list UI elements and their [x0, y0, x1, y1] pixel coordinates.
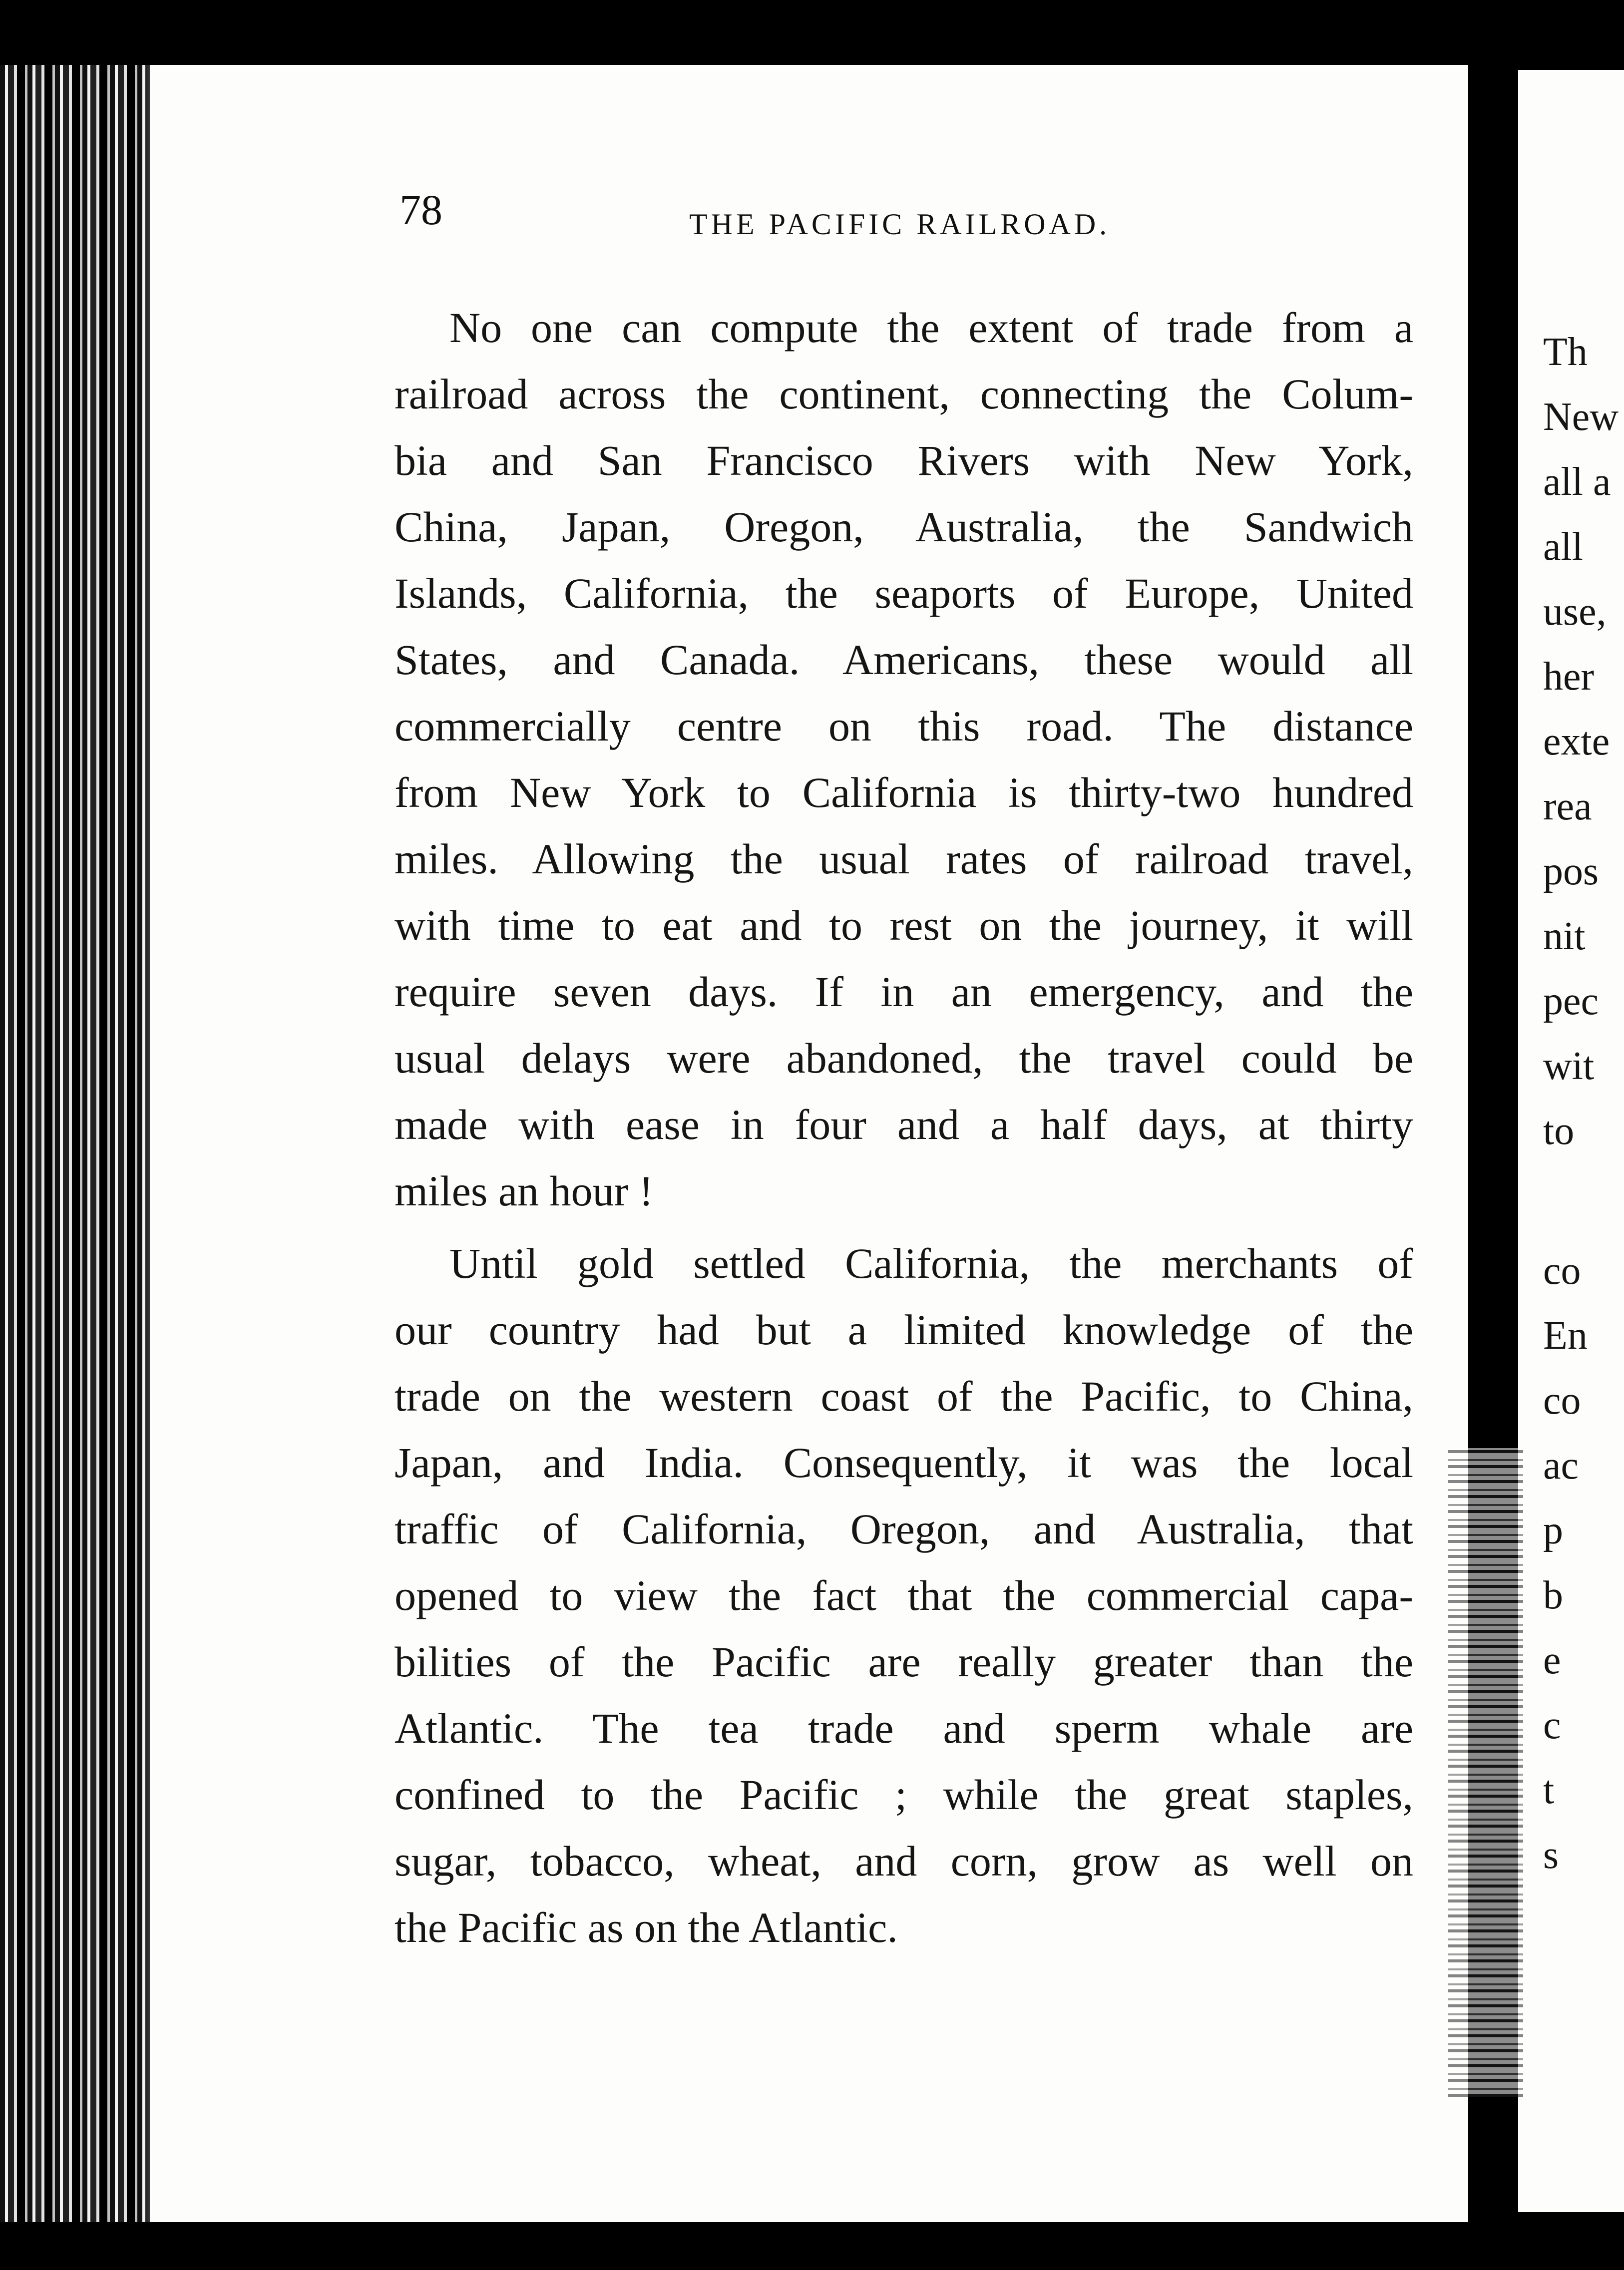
text-line: railroad across the continent, connecting the Colum- [395, 370, 1413, 418]
text-line: States, and Canada. Americans, these would all [395, 636, 1413, 684]
fragment-line: e [1543, 1638, 1561, 1682]
fragment-line: En [1543, 1314, 1588, 1358]
fragment-line: rea [1543, 784, 1592, 828]
text-line: bilities of the Pacific are really greater than the [395, 1638, 1413, 1686]
paragraph-1 [395, 295, 1413, 1224]
text-line: from New York to California is thirty-two hundred [395, 768, 1413, 816]
text-line: trade on the western coast of the Pacific, to China, [395, 1372, 1413, 1420]
fragment-line: c [1543, 1703, 1561, 1747]
text-line: require seven days. If in an emergency, and the [395, 968, 1413, 1016]
fragment-line: s [1543, 1833, 1559, 1877]
text-line: opened to view the fact that the commercial capa- [395, 1571, 1413, 1619]
page-number: 78 [400, 186, 442, 234]
text-line: No one can compute the extent of trade from a [449, 304, 1413, 352]
text-line: commercially centre on this road. The distance [395, 702, 1413, 750]
fragment-line: pec [1543, 979, 1599, 1023]
text-line: confined to the Pacific ; while the great staples, [395, 1771, 1413, 1819]
text-line: the Pacific as on the Atlantic. [395, 1903, 898, 1951]
fragment-line: exte [1543, 720, 1610, 763]
fragment-line: use, [1543, 590, 1607, 634]
text-line: our country had but a limited knowledge of the [395, 1306, 1413, 1354]
fragment-line: p [1543, 1509, 1563, 1552]
text-line: with time to eat and to rest on the journey, it will [395, 901, 1413, 949]
text-line: bia and San Francisco Rivers with New York, [395, 436, 1413, 484]
text-line: usual delays were abandoned, the travel could be [395, 1034, 1413, 1082]
text-line: miles an hour ! [395, 1167, 654, 1215]
running-head: THE PACIFIC RAILROAD. [689, 208, 1111, 241]
fragment-line: t [1543, 1768, 1555, 1812]
fragment-line: her [1543, 655, 1595, 699]
fragment-line: pos [1543, 849, 1599, 893]
paragraph-2 [395, 1230, 1413, 1961]
fragment-line: New [1543, 395, 1619, 439]
fragment-line: ac [1543, 1444, 1579, 1488]
body-text [395, 295, 1413, 1961]
right-page-shadow [1448, 1448, 1523, 2097]
text-line: miles. Allowing the usual rates of railroad travel, [395, 835, 1413, 883]
text-line: sugar, tobacco, wheat, and corn, grow as well on [395, 1837, 1413, 1885]
text-line: made with ease in four and a half days, at thirty [395, 1101, 1413, 1148]
fragment-line: co [1543, 1249, 1581, 1293]
text-line: Islands, California, the seaports of Europe, United [395, 569, 1413, 617]
text-line: China, Japan, Oregon, Australia, the Sandwich [395, 503, 1413, 551]
paragraph-break [395, 1224, 1413, 1230]
text-line: traffic of California, Oregon, and Australia, that [395, 1505, 1413, 1553]
text-line: Japan, and India. Consequently, it was the local [395, 1439, 1413, 1487]
fragment-line: co [1543, 1379, 1581, 1423]
fragment-line: wit [1543, 1044, 1595, 1088]
fragment-line: all [1543, 525, 1583, 569]
fragment-line: b [1543, 1573, 1563, 1617]
fragment-line: nit [1543, 914, 1586, 958]
fragment-line: Th [1543, 330, 1588, 374]
fragment-line: all a [1543, 460, 1611, 504]
right-page-text-fragments [1543, 320, 1619, 1888]
fragment-line: to [1543, 1109, 1575, 1153]
text-line: Until gold settled California, the merchants of [449, 1239, 1413, 1287]
text-line: Atlantic. The tea trade and sperm whale are [395, 1704, 1413, 1752]
